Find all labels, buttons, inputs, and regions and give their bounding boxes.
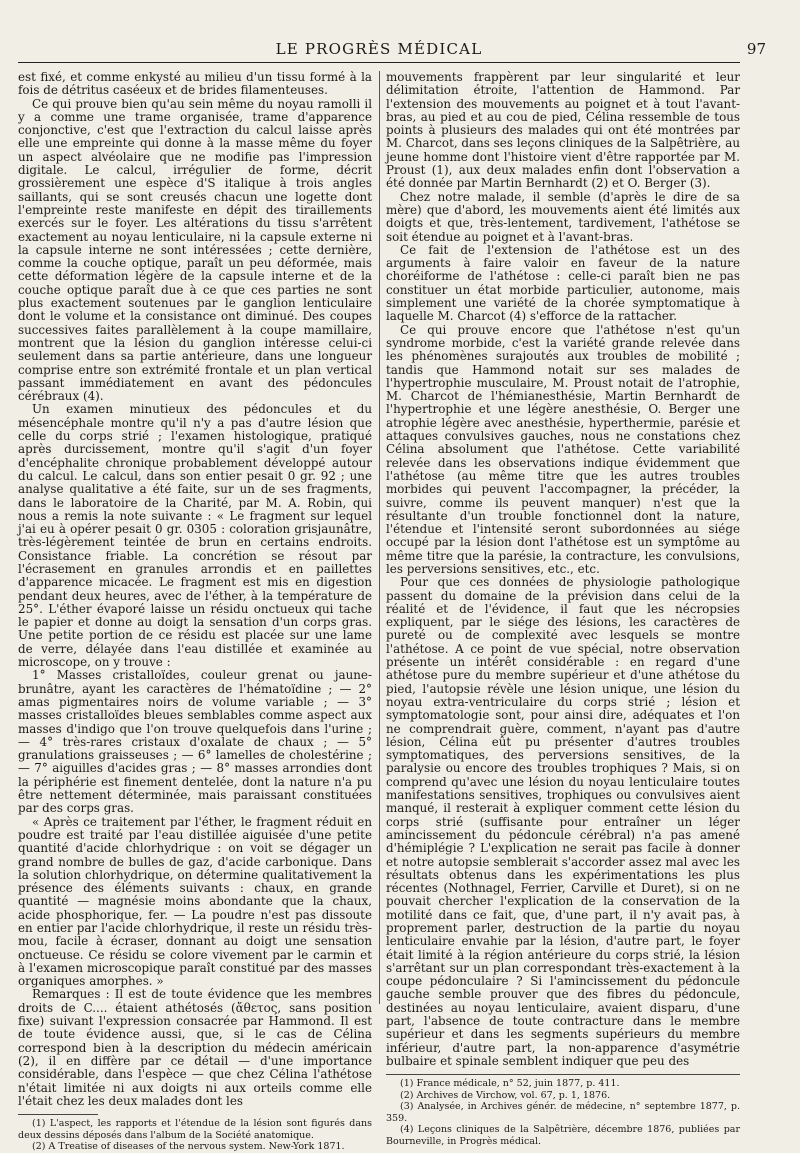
footnote: (3) Analysée, in Archives génér. de médecine, n° septembre 1877, p. 359. [386,1101,740,1124]
paragraph: Pour que ces données de physiologie pathologique passent du domaine de la prévision dans celui de la réalité et de l'évidence, il faut que les nécropsies expliquent, par le siége des lésions, les caractères de pureté ou de complexité avec lesquels se montre l'athétose. A ce point de vue spécial, notre observation présente un intérêt considérable : en regard d'une athétose pure du membre supérieur et d'une athétose du pied, l'autopsie révèle une lésion unique, une lésion du noyau extra-ventriculaire du corps strié ; lésion et symptomatologie sont, pour ainsi dire, adéquates et l'on ne comprendrait guère, comment, n'ayant pas d'autre lésion, Célina eût pu présenter d'autres troubles symptomatiques, des perversions sensitives, de la paralysie ou encore des troubles trophiques ? Mais, si on comprend qu'avec une lésion du noyau lenticulaire toutes manifestations sensitives, trophiques ou convulsives aient manqué, il resterait à expliquer comment cette lésion du corps strié (suffisante pour entraîner un léger amincissement du pédoncule cérébral) n'a pas amené d'hémiplégie ? L'explication ne serait pas facile à donner et notre autopsie semblerait s'accorder assez mal avec les résultats obtenus dans les expérimentations les plus récentes (Nothnagel, Ferrier, Carville et Duret), si on ne pouvait chercher l'explication de la conservation de la motilité dans ce fait, que, d'une part, il n'y avait pas, à proprement parler, destruction de la partie du noyau lenticulaire envahie par la lésion, d'autre part, le foyer était limité à la région antérieure du corps strié, la lésion s'arrêtant sur un plan correspondant très-exactement à la coupe pédonculaire ? Si l'amincissement du pédoncule gauche semble prouver que des fibres du pédoncule, destinées au noyau lenticulaire, avaient disparu, d'une part, l'absence de toute contracture dans le membre supérieur et dans les segments supérieurs du membre inférieur, d'autre part, la non-apparence d'asymétrie bulbaire et spinale semblent indiquer que peu des [386,575,740,1068]
left-column [18,71,372,1153]
page-number: 97 [746,40,766,58]
paragraph: mouvements frappèrent par leur singularité et leur délimitation étroite, l'attention de Hammond. Par l'extension des mouvements au poignet et à tout l'avant-bras, au pied et au cou de pied, Célina ressemble de tous points à plusieurs des malades qui ont été montrées par M. Charcot, dans ses leçons cliniques de la Salpêtrière, au jeune homme dont l'histoire vient d'être rapportée par M. Proust (1), aux deux malades enfin dont l'observation a été donnée par Martin Bernhardt (2) et O. Berger (3). [386,70,740,191]
footnote-divider [386,1074,740,1075]
paragraph: Ce fait de l'extension de l'athétose est un des arguments à faire valoir en faveur de la nature choréiforme de l'athétose : celle-ci paraît bien ne pas constituer un état morbide particulier, autonome, mais simplement une variété de la chorée symptomatique à laquelle M. Charcot (4) s'efforce de la rattacher. [386,242,740,324]
footnote: (1) L'aspect, les rapports et l'étendue de la lésion sont figurés dans deux dessins déposés dans l'album de la Société anatomique. [18,1118,372,1141]
footnote: (4) Leçons cliniques de la Salpêtrière, décembre 1876, publiées par Bourneville, in Progrès médical. [386,1124,740,1147]
paragraph: Un examen minutieux des pédoncules et du mésencéphale montre qu'il n'y a pas d'autre lésion que celle du corps strié ; l'examen histologique, pratiqué après durcissement, montre qu'il s'agit d'un foyer d'encéphalite chronique probablement développé autour du calcul. Le calcul, dans son entier pesait 0 gr. 92 ; une analyse qualitative a été faite, sur un de ses fragments, dans le laboratoire de la Charité, par M. A. Robin, qui nous a remis la note suivante : « Le fragment sur lequel j'ai eu à opérer pesait 0 gr. 0305 : coloration grisjaunâtre, très-légèrement teintée de brun en certains endroits. Consistance friable. La concrétion se résout par l'écrasement en granules arrondis et en paillettes d'apparence micacée. Le fragment est mis en digestion pendant deux heures, avec de l'éther, à la température de 25°. L'éther évaporé laisse un résidu onctueux qui tache le papier et donne au doigt la sensation d'un corps gras. Une petite portion de ce résidu est placée sur une lame de verre, délayée dans l'eau distillée et examinée au microscope, on y trouve : [18,402,372,670]
journal-title: LE PROGRÈS MÉDICAL [275,40,483,58]
running-header [18,40,766,63]
column-divider [379,71,380,1004]
right-column [386,71,740,1147]
article-body [18,70,740,1153]
paragraph: est fixé, et comme enkysté au milieu d'un tissu formé à la fois de détritus caséeux et de brides filamenteuses. [18,70,372,98]
footnote: (2) A Treatise of diseases of the nervous system. New-York 1871. [32,1141,345,1153]
paragraph: « Après ce traitement par l'éther, le fragment réduit en poudre est traité par l'eau distillée aiguisée d'une petite quantité d'acide chlorhydrique : on voit se dégager un grand nombre de bulles de gaz, d'acide carbonique. Dans la solution chlorhydrique, on détermine qualitativement la présence des éléments suivants : chaux, en grande quantité — magnésie moins abondante que la chaux, acide phosphorique, fer. — La poudre n'est pas dissoute en entier par l'acide chlorhydrique, il reste un résidu très-mou, facile à écraser, donnant au doigt une sensation onctueuse. Ce résidu se colore vivement par le carmin et à l'examen microscopique paraît constitué par des masses organiques amorphes. » [18,814,372,989]
footnote: (2) Archives de Virchow, vol. 67, p. 1, 1876. [400,1089,611,1101]
paragraph: Ce qui prouve encore que l'athétose n'est qu'un syndrome morbide, c'est la variété grande relevée dans les phénomènes surajoutés aux troubles de mobilité ; tandis que Hammond notait sur ses malades de l'hypertrophie musculaire, M. Proust notait de l'atrophie, M. Charcot de l'hémianesthésie, Martin Bernhardt de l'hypertrophie et une légère anesthésie, O. Berger une atrophie légère avec anesthésie, hyperthermie, parésie et attaques convulsives gauches, nous ne constations chez Célina absolument que l'athétose. Cette variabilité relevée dans les observations indique évidemment que l'athétose (au même titre que les autres troubles morbides qui peuvent l'accompagner, la précéder, la suivre, comme ils peuvent manquer) n'est que la résultante d'un trouble fonctionnel dont la nature, l'étendue et l'intensité seront subordonnées au siége occupé par la lésion dont l'athétose est un symptôme au même titre que la parésie, la contracture, les convulsions, les perversions sensitives, etc., etc. [386,322,740,576]
paragraph: 1° Masses cristalloïdes, couleur grenat ou jaune-brunâtre, ayant les caractères de l'hématoïdine ; — 2° amas pigmentaires noirs de volume variable ; — 3° masses cristalloïdes bleues semblables comme aspect aux masses d'indigo que l'on trouve quelquefois dans l'urine ; — 4° très-rares cristaux d'oxalate de chaux ; — 5° granulations graisseuses ; — 6° lamelles de cholestérine ; — 7° aiguilles d'acides gras ; — 8° masses arrondies dont la périphérie est finement dentelée, dont la nature n'a pu être nettement déterminée, mais paraissant constituées par des corps gras. [18,668,372,816]
paragraph: Ce qui prouve bien qu'au sein même du noyau ramolli il y a comme une trame organisée, trame d'apparence conjonctive, c'est que l'extraction du calcul laisse après elle une empreinte qui donne à la masse même du foyer un aspect alvéolaire que ne modifie pas l'impression digitale. Le calcul, irrégulier de forme, décrit grossièrement une espèce d'S italique à trois angles saillants, qui se sont creusés chacun une logette dont l'empreinte reste manifeste en dépit des tiraillements exercés sur le foyer. Les altérations du tissu s'arrêtent exactement au noyau lenticulaire, ni la capsule externe ni la capsule interne ne sont intéressées ; cette dernière, comme la couche optique, paraît un peu déformée, mais cette déformation légère de la capsule interne et de la couche optique paraît due à ce que ces parties ne sont plus exactement soutenues par le ganglion lenticulaire dont le volume et la consistance ont diminué. Des coupes successives faites parallèlement à la coupe mamillaire, montrent que la lésion du ganglion intéresse celui-ci seulement dans sa partie antérieure, dans une longueur comprise entre son extrémité frontale et un plan vertical passant immédiatement en avant des pédoncules cérébraux (4). [18,96,372,404]
footnote: (1) France médicale, n° 52, juin 1877, p. 411. [400,1078,620,1090]
paragraph: Remarques : Il est de toute évidence que les membres droits de C.... étaient athétosés (ἄθετος, sans position fixe) suivant l'expression consacrée par Hammond. Il est de toute évidence aussi, que, si le cas de Célina correspond bien à la description du médecin américain (2), il en diffère par ce détail — d'une importance considérable, dans l'espèce — que chez Célina l'athétose n'était limitée ni aux doigts ni aux orteils comme elle l'était chez les deux malades dont les [18,987,372,1108]
footnote-divider [18,1114,98,1115]
paragraph: Chez notre malade, il semble (d'après le dire de sa mère) que d'abord, les mouvements aient été limités aux doigts et que, très-lentement, tardivement, l'athétose se soit étendue au poignet et à l'avant-bras. [386,189,740,244]
